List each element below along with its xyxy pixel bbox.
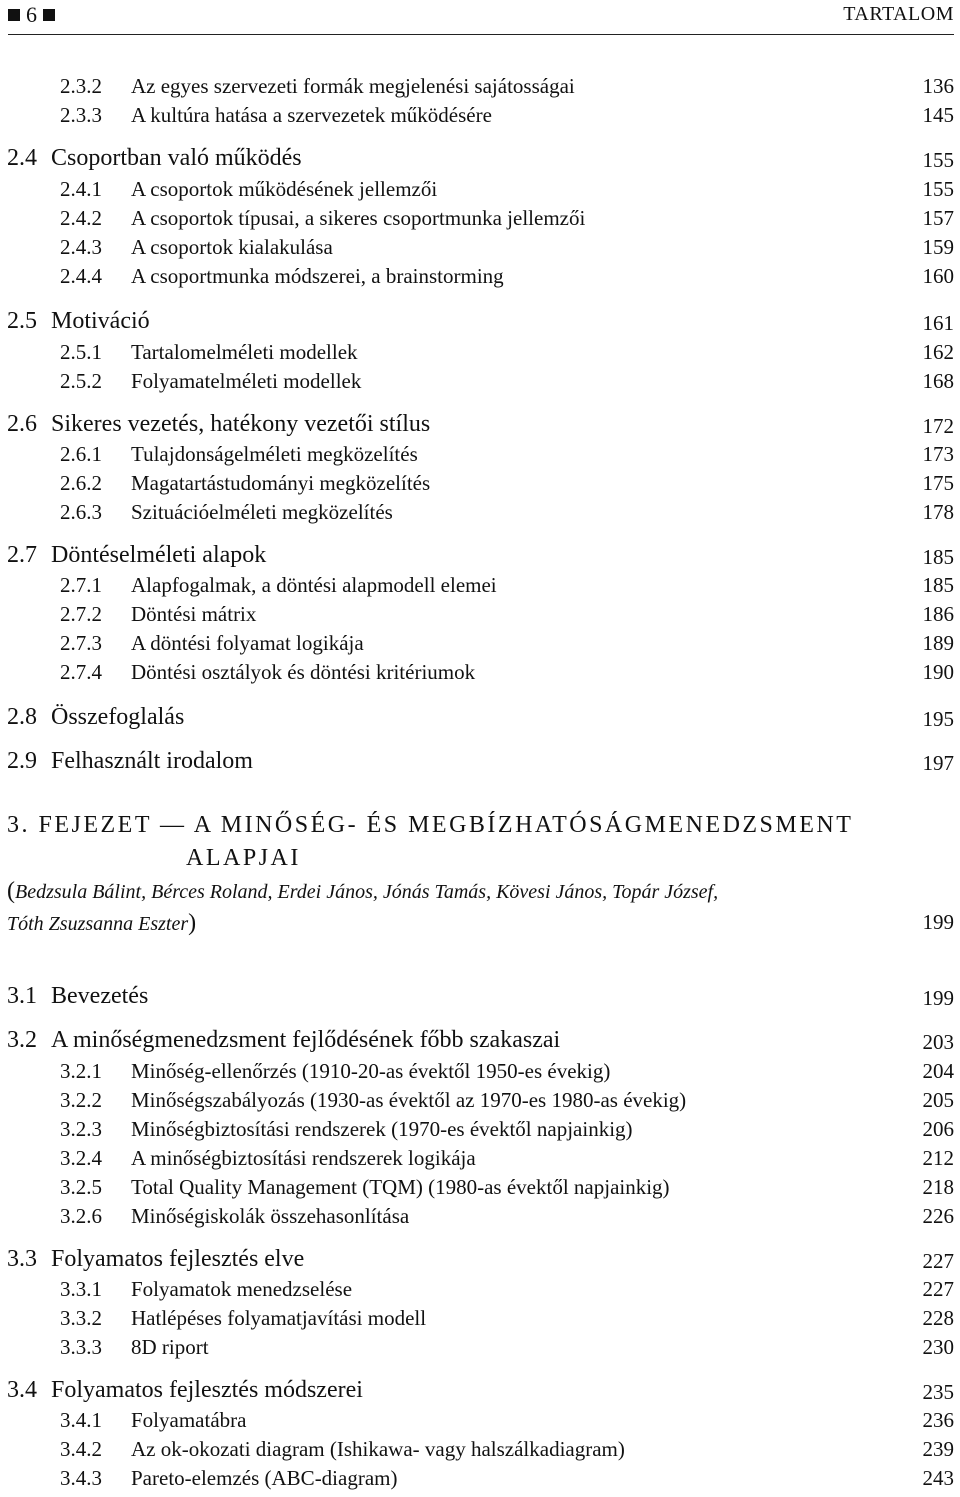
- toc-entry-page: 162: [922, 340, 954, 364]
- toc-entry-number: 2.5: [7, 308, 37, 334]
- toc-entry-page: 136: [922, 74, 954, 98]
- toc-entry-title: Tartalomelméleti modellek: [131, 340, 358, 364]
- toc-entry-page: 189: [922, 631, 954, 655]
- toc-entry-number: 3.4.3: [60, 1466, 102, 1490]
- toc-entry-number: 3.2.2: [60, 1088, 102, 1112]
- toc-subsection-entry[interactable]: [0, 206, 960, 236]
- toc-entry-page: 190: [922, 660, 954, 684]
- page-header: [0, 0, 960, 34]
- toc-entry-number: 3.3: [7, 1246, 37, 1272]
- toc-entry-page: 239: [922, 1437, 954, 1461]
- toc-entry-number: 3.2.1: [60, 1059, 102, 1083]
- toc-subsection-entry[interactable]: [0, 264, 960, 294]
- toc-entry-page: 185: [922, 573, 954, 597]
- toc-entry-number: 3.2.6: [60, 1204, 102, 1228]
- toc-subsection-entry[interactable]: [0, 369, 960, 399]
- toc-entry-title: A minőségbiztosítási rendszerek logikája: [131, 1146, 476, 1170]
- toc-entry-page: 168: [922, 369, 954, 393]
- authors-text-2: Tóth Zsuzsanna Eszter: [7, 913, 189, 935]
- toc-entry-page: 206: [922, 1117, 954, 1141]
- toc-subsection-entry[interactable]: [0, 340, 960, 370]
- chapter-page: 199: [922, 910, 954, 934]
- toc-entry-number: 3.4.1: [60, 1408, 102, 1432]
- toc-entry-number: 2.7: [7, 542, 37, 568]
- toc-section-entry[interactable]: [0, 748, 960, 778]
- toc-entry-title: Döntéselméleti alapok: [51, 542, 267, 568]
- toc-entry-page: 172: [922, 414, 954, 438]
- toc-entry-number: 2.4.2: [60, 206, 102, 230]
- toc-entry-number: 2.5.1: [60, 340, 102, 364]
- toc-entry-title: Az egyes szervezeti formák megjelenési sajátosságai: [131, 74, 575, 98]
- toc-section-entry[interactable]: [0, 1027, 960, 1057]
- toc-entry-page: 204: [922, 1059, 954, 1083]
- header-divider: [8, 34, 954, 35]
- toc-subsection-entry[interactable]: [0, 74, 960, 104]
- toc-entry-title: Minőségiskolák összehasonlítása: [131, 1204, 410, 1228]
- toc-entry-page: 235: [922, 1380, 954, 1404]
- toc-entry-number: 2.6: [7, 411, 37, 437]
- toc-subsection-entry[interactable]: [0, 1117, 960, 1147]
- toc-entry-page: 161: [922, 311, 954, 335]
- toc-entry-number: 2.7.1: [60, 573, 102, 597]
- toc-entry-title: Total Quality Management (TQM) (1980-as évektől napjainkig): [131, 1175, 670, 1199]
- toc-entry-number: 2.5.2: [60, 369, 102, 393]
- toc-entry-number: 2.9: [7, 748, 37, 774]
- toc-entry-page: 236: [922, 1408, 954, 1432]
- toc-entry-title: Folyamatok menedzselése: [131, 1277, 353, 1301]
- toc-entry-title: Minőségszabályozás (1930-as évektől az 1970-es 1980-as évekig): [131, 1088, 687, 1112]
- toc-entry-page: 212: [922, 1146, 954, 1170]
- toc-entry-number: 2.8: [7, 704, 37, 730]
- toc-entry-title: A kultúra hatása a szervezetek működésére: [131, 103, 492, 127]
- header-page-marker: [8, 2, 55, 28]
- toc-entry-page: 243: [922, 1466, 954, 1490]
- toc-subsection-entry[interactable]: [0, 1277, 960, 1307]
- toc-entry-page: 186: [922, 602, 954, 626]
- toc-subsection-entry[interactable]: [0, 1059, 960, 1089]
- toc-entry-title: Pareto-elemzés (ABC-diagram): [131, 1466, 398, 1490]
- square-bullet-icon: [8, 9, 20, 21]
- toc-entry-number: 3.2.3: [60, 1117, 102, 1141]
- toc-entry-number: 3.2: [7, 1027, 37, 1053]
- toc-entry-number: 3.4.2: [60, 1437, 102, 1461]
- toc-entry-title: Összefoglalás: [51, 704, 185, 730]
- toc-entry-title: Magatartástudományi megközelítés: [131, 471, 431, 495]
- toc-entry-number: 2.3.2: [60, 74, 102, 98]
- toc-entry-page: 226: [922, 1204, 954, 1228]
- toc-entry-number: 3.3.3: [60, 1335, 102, 1359]
- toc-entry-page: 173: [922, 442, 954, 466]
- chapter-title-line-1: 3. FEJEZET — A MINŐSÉG- ÉS MEGBÍZHATÓSÁGMENEDZSMENT: [7, 812, 854, 838]
- toc-entry-title: Motiváció: [51, 308, 150, 334]
- toc-subsection-entry[interactable]: [0, 660, 960, 690]
- toc-entry-page: 185: [922, 545, 954, 569]
- toc-entry-page: 205: [922, 1088, 954, 1112]
- header-title: TARTALOM: [843, 3, 954, 25]
- toc-entry-number: 3.3.1: [60, 1277, 102, 1301]
- toc-subsection-entry[interactable]: [0, 103, 960, 133]
- toc-entry-title: Folyamatelméleti modellek: [131, 369, 362, 393]
- toc-entry-number: 2.6.2: [60, 471, 102, 495]
- header-page-number: 6: [26, 2, 37, 27]
- square-bullet-icon: [43, 9, 55, 21]
- toc-entry-title: A minőségmenedzsment fejlődésének főbb szakaszai: [51, 1027, 561, 1053]
- toc-entry-page: 157: [922, 206, 954, 230]
- toc-entry-number: 2.4.4: [60, 264, 102, 288]
- toc-section-entry[interactable]: [0, 1246, 960, 1276]
- toc-subsection-entry[interactable]: [0, 1466, 960, 1496]
- toc-subsection-entry[interactable]: [0, 573, 960, 603]
- toc-subsection-entry[interactable]: [0, 1437, 960, 1467]
- toc-subsection-entry[interactable]: [0, 1146, 960, 1176]
- toc-entry-number: 2.7.4: [60, 660, 102, 684]
- toc-entry-title: A csoportok kialakulása: [131, 235, 333, 259]
- toc-entry-title: Tulajdonságelméleti megközelítés: [131, 442, 418, 466]
- toc-entry-number: 2.4: [7, 145, 37, 171]
- toc-subsection-entry[interactable]: [0, 471, 960, 501]
- toc-section-entry[interactable]: [0, 542, 960, 572]
- toc-entry-number: 3.4: [7, 1377, 37, 1403]
- toc-entry-page: 175: [922, 471, 954, 495]
- toc-entry-title: Az ok-okozati diagram (Ishikawa- vagy halszálkadiagram): [131, 1437, 625, 1461]
- toc-entry-page: 218: [922, 1175, 954, 1199]
- toc-entry-title: Folyamatos fejlesztés elve: [51, 1246, 305, 1272]
- toc-subsection-entry[interactable]: [0, 1335, 960, 1365]
- toc-entry-page: 155: [922, 148, 954, 172]
- toc-section-entry[interactable]: [0, 308, 960, 338]
- toc-section-entry[interactable]: [0, 1377, 960, 1407]
- chapter-authors-line-1: [7, 878, 718, 905]
- toc-entry-title: A döntési folyamat logikája: [131, 631, 364, 655]
- toc-entry-title: Alapfogalmak, a döntési alapmodell elemei: [131, 573, 497, 597]
- toc-entry-title: A csoportok típusai, a sikeres csoportmunka jellemzői: [131, 206, 586, 230]
- open-paren: (: [7, 878, 15, 904]
- toc-entry-page: 227: [922, 1249, 954, 1273]
- chapter-title-line-2: ALAPJAI: [186, 845, 301, 871]
- toc-entry-page: 228: [922, 1306, 954, 1330]
- toc-entry-title: Hatlépéses folyamatjavítási modell: [131, 1306, 427, 1330]
- toc-entry-number: 3.3.2: [60, 1306, 102, 1330]
- toc-subsection-entry[interactable]: [0, 1408, 960, 1438]
- toc-entry-title: Folyamatos fejlesztés módszerei: [51, 1377, 363, 1403]
- toc-subsection-entry[interactable]: [0, 177, 960, 207]
- toc-section-entry[interactable]: [0, 983, 960, 1013]
- toc-section-entry[interactable]: [0, 145, 960, 175]
- toc-entry-page: 197: [922, 751, 954, 775]
- toc-entry-title: Minőség-ellenőrzés (1910-20-as évektől 1950-es évekig): [131, 1059, 611, 1083]
- toc-subsection-entry[interactable]: [0, 1306, 960, 1336]
- toc-entry-number: 2.3.3: [60, 103, 102, 127]
- toc-subsection-entry[interactable]: [0, 1088, 960, 1118]
- toc-entry-page: 160: [922, 264, 954, 288]
- toc-entry-title: Folyamatábra: [131, 1408, 247, 1432]
- toc-entry-number: 2.4.1: [60, 177, 102, 201]
- toc-entry-title: Döntési osztályok és döntési kritériumok: [131, 660, 476, 684]
- toc-entry-number: 3.2.5: [60, 1175, 102, 1199]
- toc-subsection-entry[interactable]: [0, 442, 960, 472]
- toc-subsection-entry[interactable]: [0, 1175, 960, 1205]
- toc-subsection-entry[interactable]: [0, 235, 960, 265]
- toc-subsection-entry[interactable]: [0, 500, 960, 530]
- authors-text-1: Bedzsula Bálint, Bérces Roland, Erdei János, Jónás Tamás, Kövesi János, Topár József,: [15, 881, 719, 903]
- toc-subsection-entry[interactable]: [0, 631, 960, 661]
- toc-entry-title: Sikeres vezetés, hatékony vezetői stílus: [51, 411, 431, 437]
- toc-entry-page: 159: [922, 235, 954, 259]
- toc-entry-title: Felhasznált irodalom: [51, 748, 253, 774]
- toc-entry-title: Csoportban való működés: [51, 145, 302, 171]
- toc-entry-number: 2.7.2: [60, 602, 102, 626]
- toc-entry-number: 2.7.3: [60, 631, 102, 655]
- toc-entry-page: 178: [922, 500, 954, 524]
- toc-section-entry[interactable]: [0, 411, 960, 441]
- toc-entry-page: 227: [922, 1277, 954, 1301]
- toc-entry-number: 2.6.1: [60, 442, 102, 466]
- toc-entry-page: 145: [922, 103, 954, 127]
- toc-entry-number: 2.4.3: [60, 235, 102, 259]
- close-paren: ): [188, 910, 197, 936]
- toc-entry-page: 230: [922, 1335, 954, 1359]
- toc-entry-page: 155: [922, 177, 954, 201]
- toc-entry-number: 3.1: [7, 983, 37, 1009]
- toc-entry-number: 2.6.3: [60, 500, 102, 524]
- toc-entry-page: 199: [922, 986, 954, 1010]
- toc-entry-title: A csoportok működésének jellemzői: [131, 177, 438, 201]
- toc-section-entry[interactable]: [0, 704, 960, 734]
- toc-entry-number: 3.2.4: [60, 1146, 102, 1170]
- toc-entry-title: Szituációelméleti megközelítés: [131, 500, 393, 524]
- toc-subsection-entry[interactable]: [0, 602, 960, 632]
- toc-entry-title: Döntési mátrix: [131, 602, 257, 626]
- toc-entry-title: Bevezetés: [51, 983, 149, 1009]
- chapter-authors-line-2: [7, 910, 196, 937]
- toc-entry-title: A csoportmunka módszerei, a brainstorming: [131, 264, 504, 288]
- toc-entry-page: 195: [922, 707, 954, 731]
- toc-entry-title: Minőségbiztosítási rendszerek (1970-es évektől napjainkig): [131, 1117, 633, 1141]
- toc-entry-title: 8D riport: [131, 1335, 209, 1359]
- toc-entry-page: 203: [922, 1030, 954, 1054]
- toc-subsection-entry[interactable]: [0, 1204, 960, 1234]
